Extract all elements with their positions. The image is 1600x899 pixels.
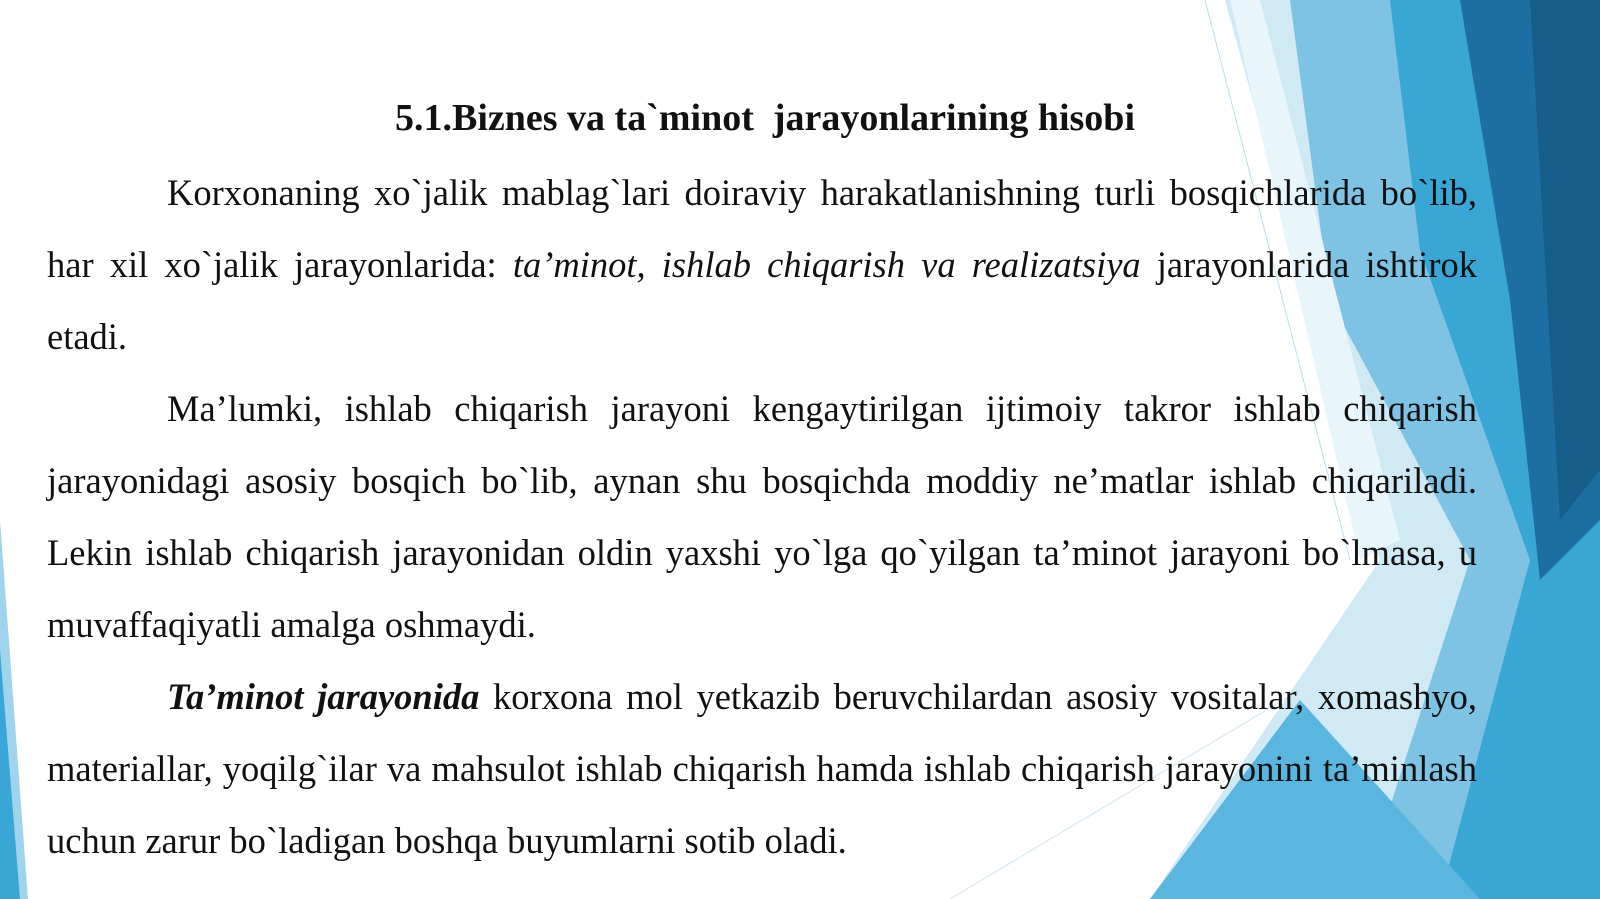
paragraph-3-emphasis-run: Ta’minot jarayonida [167, 676, 480, 717]
paragraph-1 [47, 157, 1477, 373]
paragraph-3-run-2: korxona mol yetkazib beruvchilardan asosiy vositalar, xomashyo, materiallar, yoqilg`ilar va mahsulot ishlab chiqarish hamda ishlab chiqarish jarayonini ta’minlash uchun zarur bo`ladigan boshqa buyumlarni sotib oladi. [47, 676, 1477, 861]
paragraph-1-run-3: jarayonlarida ishtirok etadi. [47, 244, 1477, 357]
paragraph-2 [47, 373, 1477, 661]
slide-body [47, 157, 1477, 877]
paragraph-3 [47, 661, 1477, 877]
slide-title: 5.1.Biznes va ta`minot jarayonlarining hisobi [395, 97, 1135, 139]
paragraph-1-italic-run: ta’minot, ishlab chiqarish va realizatsiya [512, 244, 1141, 285]
paragraph-2-run-1: Ma’lumki, ishlab chiqarish jarayoni kengaytirilgan ijtimoiy takror ishlab chiqarish jarayonidagi asosiy bosqich bo`lib, aynan shu bosqichda moddiy ne’matlar ishlab chiqariladi. Lekin ishlab chiqarish jarayonidan oldin yaxshi yo`lga qo`yilgan ta’minot jarayoni bo`lmasa, u muvaffaqiyatli amalga oshmaydi. [47, 388, 1477, 645]
paragraph-1-run-1: Korxonaning xo`jalik mablag`lari doiraviy harakatlanishning turli bosqichlarida bo`lib, har xil xo`jalik jarayonlarida: [47, 172, 1477, 285]
